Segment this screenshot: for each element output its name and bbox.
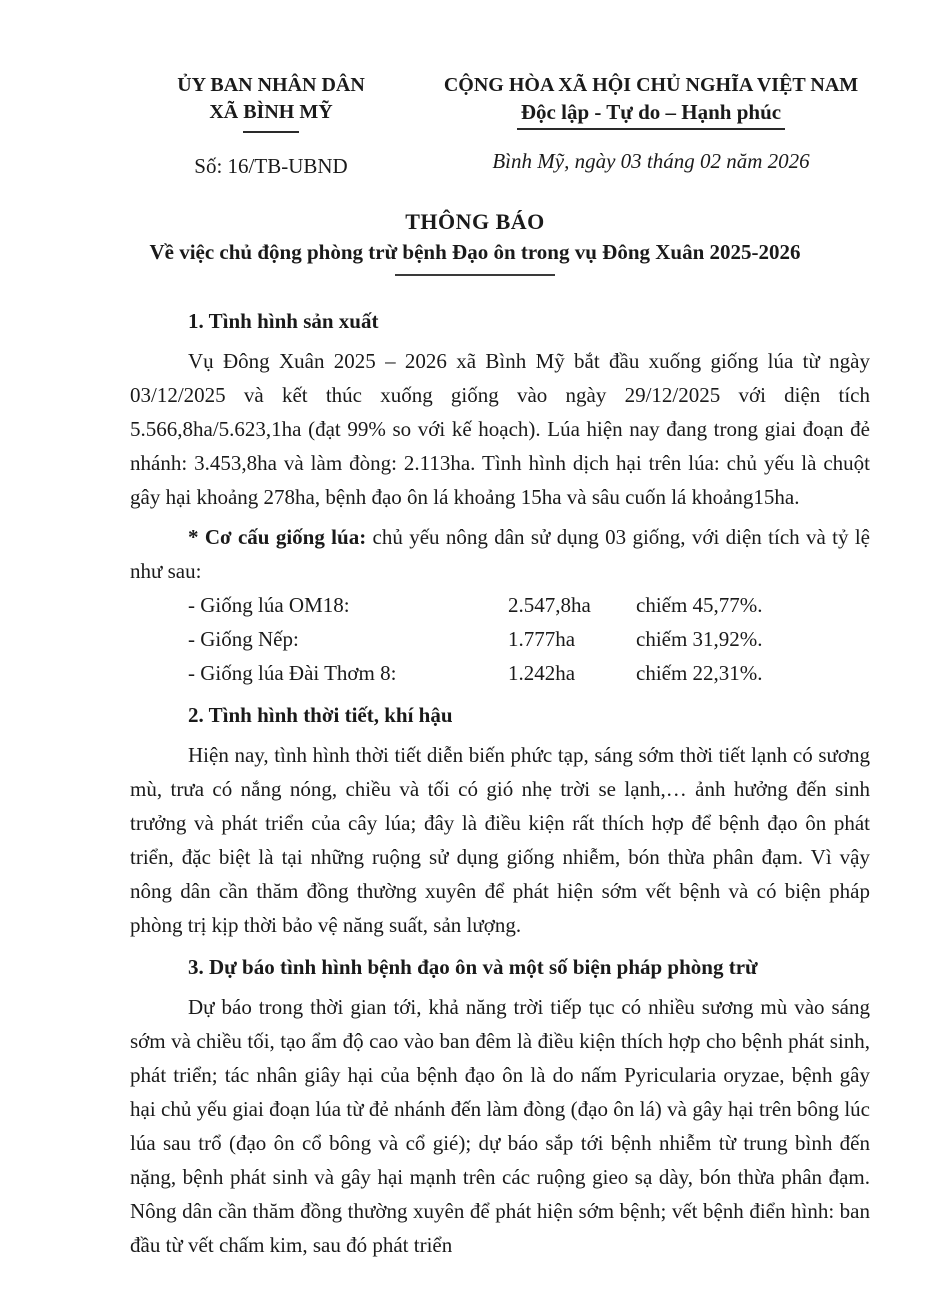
document-title: THÔNG BÁO (405, 209, 545, 234)
issuing-authority-line1: ỦY BAN NHÂN DÂN (177, 74, 365, 96)
variety-area: 1.242ha (508, 661, 576, 685)
section3-heading: 3. Dự báo tình hình bệnh đạo ôn và một số biện pháp phòng trừ (188, 955, 758, 979)
variety-name: - Giống lúa OM18: (188, 593, 350, 617)
document-number: Số: 16/TB-UBND (194, 154, 348, 178)
place-and-date: Bình Mỹ, ngày 03 tháng 02 năm 2026 (492, 149, 810, 173)
table-row (130, 622, 870, 656)
variety-table (130, 588, 870, 690)
national-title: CỘNG HÒA XÃ HỘI CHỦ NGHĨA VIỆT NAM (443, 74, 859, 96)
seed-structure-lead: * Cơ cấu giống lúa: (188, 525, 367, 549)
national-motto-block (412, 72, 874, 179)
national-motto-wrap (428, 99, 874, 130)
table-row (130, 588, 870, 622)
issuing-authority-divider (243, 131, 299, 133)
variety-name: - Giống lúa Đài Thơm 8: (188, 661, 397, 685)
document-body (0, 276, 950, 1262)
table-row (130, 656, 870, 690)
variety-share: chiếm 31,92%. (636, 627, 763, 651)
variety-share: chiếm 45,77%. (636, 593, 763, 617)
issuing-authority-line2: XÃ BÌNH MỸ (209, 101, 333, 123)
document-subtitle: Về việc chủ động phòng trừ bệnh Đạo ôn trong vụ Đông Xuân 2025-2026 (149, 240, 801, 264)
section2-paragraph: Hiện nay, tình hình thời tiết diễn biến phức tạp, sáng sớm thời tiết lạnh có sương mù, trưa có nắng nóng, chiều và tối có gió nhẹ trời se lạnh,… ảnh hưởng đến sinh trưởng và phát triển của cây lúa; đây là điều kiện rất thích hợp để bệnh đạo ôn phát triển, đặc biệt là tại những ruộng sử dụng giống nhiễm, bón thừa phân đạm. Vì vậy nông dân cần thăm đồng thường xuyên để phát hiện sớm vết bệnh và có biện pháp phòng trị kịp thời bảo vệ năng suất, sản lượng. (130, 743, 870, 937)
section2-heading: 2. Tình hình thời tiết, khí hậu (188, 703, 453, 727)
issuing-authority-block (130, 72, 412, 179)
title-block (0, 209, 950, 276)
section1-heading: 1. Tình hình sản xuất (188, 309, 379, 333)
section1-paragraph: Vụ Đông Xuân 2025 – 2026 xã Bình Mỹ bắt đầu xuống giống lúa từ ngày 03/12/2025 và kết thúc xuống giống vào ngày 29/12/2025 với diện tích 5.566,8ha/5.623,1ha (đạt 99% so với kế hoạch). Lúa hiện nay đang trong giai đoạn đẻ nhánh: 3.453,8ha và làm đòng: 2.113ha. Tình hình dịch hại trên lúa: chủ yếu là chuột gây hại khoảng 278ha, bệnh đạo ôn lá khoảng 15ha và sâu cuốn lá khoảng15ha. (130, 349, 870, 509)
national-motto: Độc lập - Tự do – Hạnh phúc (517, 99, 785, 130)
seed-structure-paragraph (130, 520, 870, 588)
document-header (0, 0, 950, 179)
variety-area: 2.547,8ha (508, 593, 591, 617)
variety-share: chiếm 22,31%. (636, 661, 763, 685)
section3-paragraph: Dự báo trong thời gian tới, khả năng trời tiếp tục có nhiều sương mù vào sáng sớm và chiều tối, tạo ẩm độ cao vào ban đêm là điều kiện thích hợp cho bệnh phát sinh, phát triển; tác nhân giây hại của bệnh đạo ôn là do nấm Pyricularia oryzae, bệnh gây hại chủ yếu giai đoạn lúa từ đẻ nhánh đến làm đòng (đạo ôn lá) và gây hại trên bông lúc lúa sau trổ (đạo ôn cổ bông và cổ gié); dự báo sắp tới bệnh nhiễm từ trung bình đến nặng, bệnh phát sinh và gây hại mạnh trên các ruộng gieo sạ dày, bón thừa phân đạm. Nông dân cần thăm đồng thường xuyên để phát hiện sớm bệnh; vết bệnh điển hình: ban đầu từ vết chấm kim, sau đó phát triển (130, 995, 870, 1257)
variety-name: - Giống Nếp: (188, 627, 299, 651)
variety-area: 1.777ha (508, 627, 576, 651)
seed-structure-text: chủ yếu nông dân sử dụng 03 giống, với diện tích và tỷ lệ như sau: (130, 525, 870, 583)
